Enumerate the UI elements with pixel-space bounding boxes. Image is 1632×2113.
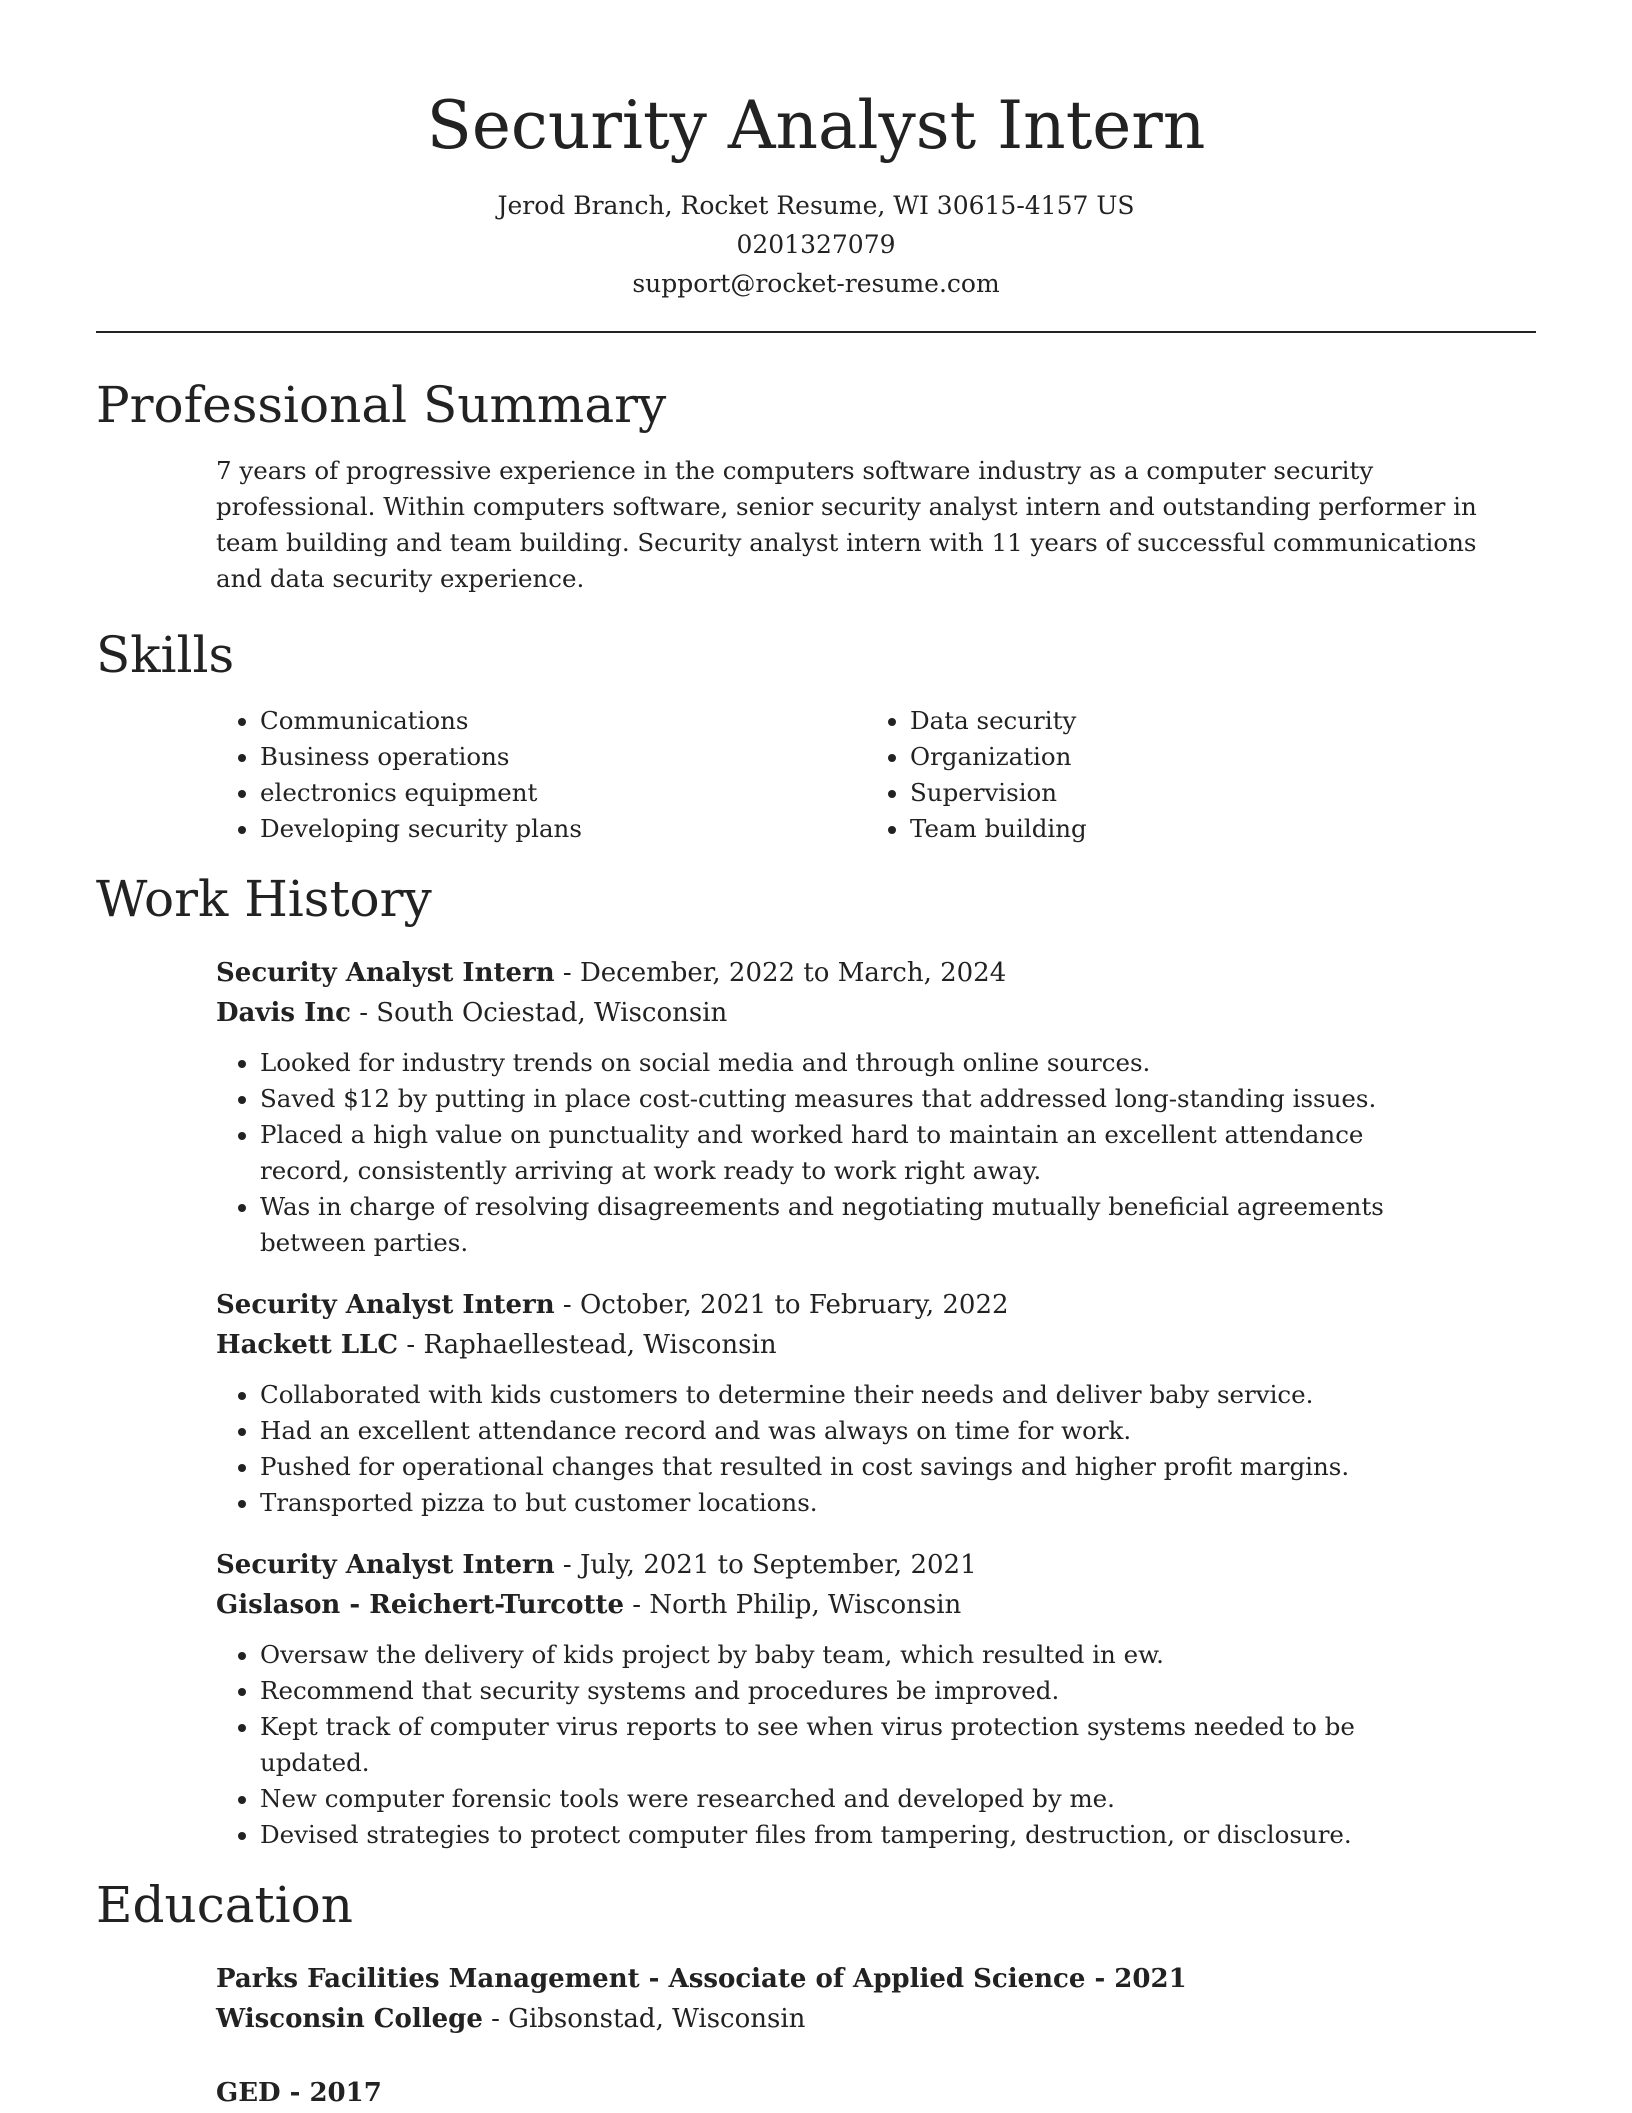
skill-item: • Supervision (910, 775, 1516, 811)
job-bullet: • Had an excellent attendance record and was always on time for work. (260, 1413, 1456, 1449)
job-role: Security Analyst Intern (216, 1290, 555, 1320)
job-dates: - October, 2021 to February, 2022 (554, 1290, 1009, 1320)
job-entry (216, 1285, 1536, 1521)
job-bullet: • Collaborated with kids customers to determine their needs and deliver baby service. (260, 1377, 1456, 1413)
job-bullet: • Devised strategies to protect computer files from tampering, destruction, or disclosure. (260, 1817, 1456, 1853)
job-bullet: • Oversaw the delivery of kids project by baby team, which resulted in ew. (260, 1637, 1456, 1673)
skills-list (216, 703, 1536, 847)
job-company-line (216, 1585, 1536, 1625)
skill-item: • Data security (910, 703, 1516, 739)
summary-text: 7 years of progressive experience in the computers software industry as a computer security professional. Within computers software, senior security analyst intern and outstanding performer in team building and team building. Security analyst intern with 11 years of successful communications and data security experience. (216, 456, 1477, 593)
skill-item: • Team building (910, 811, 1516, 847)
skills-heading: Skills (96, 626, 235, 684)
job-company: Davis Inc (216, 998, 351, 1028)
education-degree-line (216, 1959, 1536, 1999)
education-degree-line (216, 2073, 1536, 2113)
job-dates: - December, 2022 to March, 2024 (554, 958, 1007, 988)
education-degree: Parks Facilities Management - Associate of Applied Science - 2021 (216, 1964, 1187, 1994)
job-bullet: • Pushed for operational changes that resulted in cost savings and higher profit margins. (260, 1449, 1456, 1485)
page-title: Security Analyst Intern (426, 87, 1206, 164)
skills-column-right (866, 703, 1516, 847)
job-location: - South Ociestad, Wisconsin (350, 998, 728, 1028)
education-school: Wisconsin College (216, 2004, 483, 2034)
contact-phone: 0201327079 (736, 230, 896, 259)
job-location: - Raphaellestead, Wisconsin (398, 1330, 777, 1360)
resume-header (96, 0, 1536, 303)
contact-email: support@rocket-resume.com (632, 269, 1000, 298)
job-bullet: • New computer forensic tools were researched and developed by me. (260, 1781, 1456, 1817)
job-company: Gislason - Reichert-Turcotte (216, 1590, 625, 1620)
job-bullets (216, 1637, 1456, 1853)
education-entry (216, 1959, 1536, 2039)
job-bullet: • Kept track of computer virus reports to see when virus protection systems needed to be updated. (260, 1709, 1456, 1781)
job-title-line (216, 1545, 1536, 1585)
work-history-heading: Work History (96, 870, 432, 928)
job-company-line (216, 1325, 1536, 1365)
job-dates: - July, 2021 to September, 2021 (554, 1550, 977, 1580)
education-location: - Gibsonstad, Wisconsin (482, 2004, 806, 2034)
contact-block (96, 186, 1536, 303)
job-bullet: • Looked for industry trends on social media and through online sources. (260, 1045, 1456, 1081)
skill-item: • Organization (910, 739, 1516, 775)
job-bullet: • Transported pizza to but customer locations. (260, 1485, 1456, 1521)
job-entry (216, 1545, 1536, 1853)
education-heading: Education (96, 1876, 353, 1934)
job-title-line (216, 1285, 1536, 1325)
job-title-line (216, 953, 1536, 993)
skill-item: • Developing security plans (260, 811, 866, 847)
job-role: Security Analyst Intern (216, 958, 555, 988)
job-bullets (216, 1377, 1456, 1521)
job-bullets (216, 1045, 1456, 1261)
skills-column-left (216, 703, 866, 847)
education-entry (216, 2073, 1536, 2113)
contact-address: Jerod Branch, Rocket Resume, WI 30615-4157 US (497, 191, 1135, 220)
education-degree: GED - 2017 (216, 2078, 382, 2108)
skill-item: • Business operations (260, 739, 866, 775)
skill-item: • electronics equipment (260, 775, 866, 811)
job-role: Security Analyst Intern (216, 1550, 555, 1580)
job-bullet: • Was in charge of resolving disagreements and negotiating mutually beneficial agreements between parties. (260, 1189, 1456, 1261)
header-divider (96, 331, 1536, 333)
summary-heading: Professional Summary (96, 376, 667, 434)
job-bullet: • Saved $12 by putting in place cost-cutting measures that addressed long-standing issues. (260, 1081, 1456, 1117)
job-company: Hackett LLC (216, 1330, 399, 1360)
job-location: - North Philip, Wisconsin (624, 1590, 962, 1620)
job-entry (216, 953, 1536, 1261)
job-bullet: • Placed a high value on punctuality and worked hard to maintain an excellent attendance record, consistently arriving at work ready to work right away. (260, 1117, 1456, 1189)
job-company-line (216, 993, 1536, 1033)
skill-item: • Communications (260, 703, 866, 739)
job-bullet: • Recommend that security systems and procedures be improved. (260, 1673, 1456, 1709)
education-school-line (216, 1999, 1536, 2039)
